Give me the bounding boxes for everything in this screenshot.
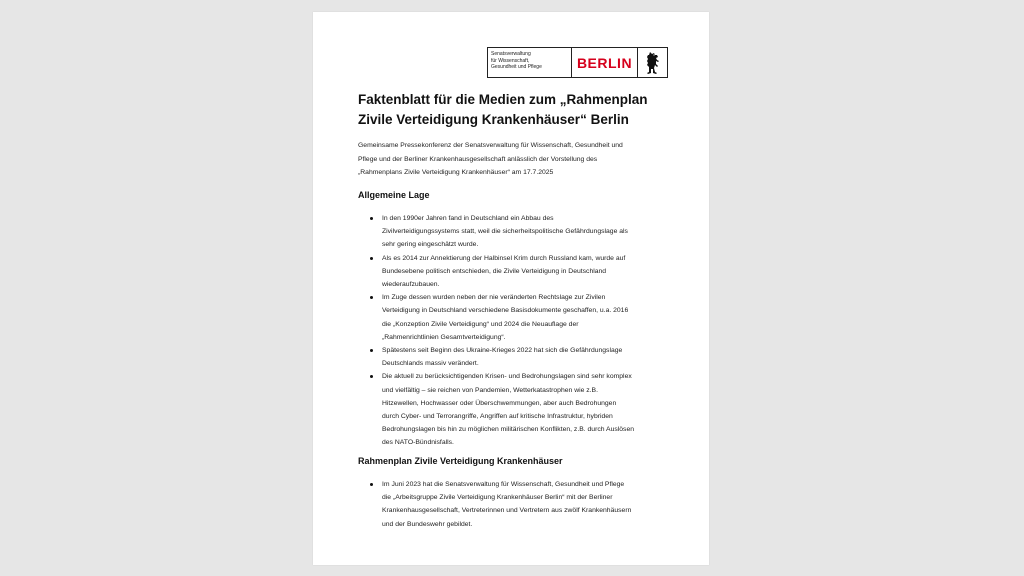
intro-line: Pflege und der Berliner Krankenhausgesellschaft anlässlich der Vorstellung des <box>358 155 598 163</box>
list-item-line: Deutschlands massiv verändert. <box>382 360 479 368</box>
logo-text-line: Gesundheit und Pflege <box>491 64 542 70</box>
list-item-line: Bundesebene politisch entschieden, die Zivile Verteidigung in Deutschland <box>382 267 607 275</box>
title-line: Zivile Verteidigung Krankenhäuser“ Berlin <box>358 112 629 127</box>
intro-paragraph <box>358 139 698 180</box>
bullet-list-general <box>358 212 703 450</box>
bullet-icon <box>370 349 373 352</box>
list-item-line: sehr gering eingeschätzt wurde. <box>382 241 479 249</box>
list-item-line: Hitzewellen, Hochwasser oder Überschwemmungen, aber auch Bedrohungen <box>382 399 617 407</box>
list-item-line: Bedrohungslagen bis hin zu möglichen militärischen Konflikten, z.B. durch Auslösen <box>382 426 635 434</box>
list-item-line: Zivilverteidigungssystems statt, weil die sicherheitspolitische Gefährdungslage als <box>382 228 628 236</box>
title-line: Faktenblatt für die Medien zum „Rahmenplan <box>358 92 648 107</box>
list-item <box>358 344 703 370</box>
list-item-line: In den 1990er Jahren fand in Deutschland ein Abbau des <box>382 215 554 222</box>
section-heading-framework: Rahmenplan Zivile Verteidigung Krankenhäuser <box>358 456 563 466</box>
list-item <box>358 370 703 449</box>
section-heading-general: Allgemeine Lage <box>358 190 430 200</box>
list-item-line: durch Cyber- und Terrorangriffe, Angriffen auf kritische Infrastruktur, hybriden <box>382 413 613 421</box>
intro-line: „Rahmenplans Zivile Verteidigung Krankenhäuser“ am 17.7.2025 <box>358 169 554 176</box>
list-item <box>358 212 703 252</box>
list-item-line: und vielfältig – sie reichen von Pandemien, Wetterkatastrophen wie z.B. <box>382 386 598 394</box>
list-item <box>358 252 703 292</box>
intro-line: Gemeinsame Pressekonferenz der Senatsverwaltung für Wissenschaft, Gesundheit und <box>358 142 623 149</box>
list-item-line: Im Zuge dessen wurden neben der nie veränderten Rechtslage zur Zivilen <box>382 294 606 302</box>
list-item-line: Krankenhausgesellschaft, Vertreterinnen und Vertretern aus zwölf Krankenhäusern <box>382 507 632 515</box>
bullet-icon <box>370 296 373 299</box>
logo-department-text <box>488 48 572 77</box>
list-item-line: Im Juni 2023 hat die Senatsverwaltung für Wissenschaft, Gesundheit und Pflege <box>382 481 625 488</box>
bullet-icon <box>370 483 373 486</box>
document-page <box>313 12 709 565</box>
list-item-line: Verteidigung in Deutschland verschiedene Basisdokumente geschaffen, u.a. 2016 <box>382 307 629 315</box>
list-item-line: die „Konzeption Zivile Verteidigung“ und 2024 die Neuauflage der <box>382 320 579 328</box>
list-item <box>358 291 703 344</box>
logo-text-line: Senatsverwaltung <box>491 51 531 57</box>
list-item <box>358 478 703 531</box>
list-item-line: Spätestens seit Beginn des Ukraine-Krieges 2022 hat sich die Gefährdungslage <box>382 347 623 355</box>
bullet-icon <box>370 375 373 378</box>
bullet-icon <box>370 257 373 260</box>
document-title <box>358 90 688 130</box>
list-item-line: „Rahmenrichtlinien Gesamtverteidigung“. <box>382 333 506 341</box>
list-item-line: wiederaufzubauen. <box>382 281 440 289</box>
list-item-line: und der Bundeswehr gebildet. <box>382 520 473 528</box>
bullet-list-framework <box>358 478 703 531</box>
senate-logo <box>487 47 668 78</box>
list-item-line: des NATO-Bündnisfalls. <box>382 439 454 447</box>
list-item-line: die „Arbeitsgruppe Zivile Verteidigung Krankenhäuser Berlin“ mit der Berliner <box>382 494 613 502</box>
berlin-bear-icon <box>638 48 667 77</box>
logo-city-name: BERLIN <box>572 48 638 77</box>
bullet-icon <box>370 217 373 220</box>
logo-text-line: für Wissenschaft, <box>491 57 530 64</box>
list-item-line: Als es 2014 zur Annektierung der Halbinsel Krim durch Russland kam, wurde auf <box>382 254 626 262</box>
list-item-line: Die aktuell zu berücksichtigenden Krisen- und Bedrohungslagen sind sehr komplex <box>382 373 632 381</box>
